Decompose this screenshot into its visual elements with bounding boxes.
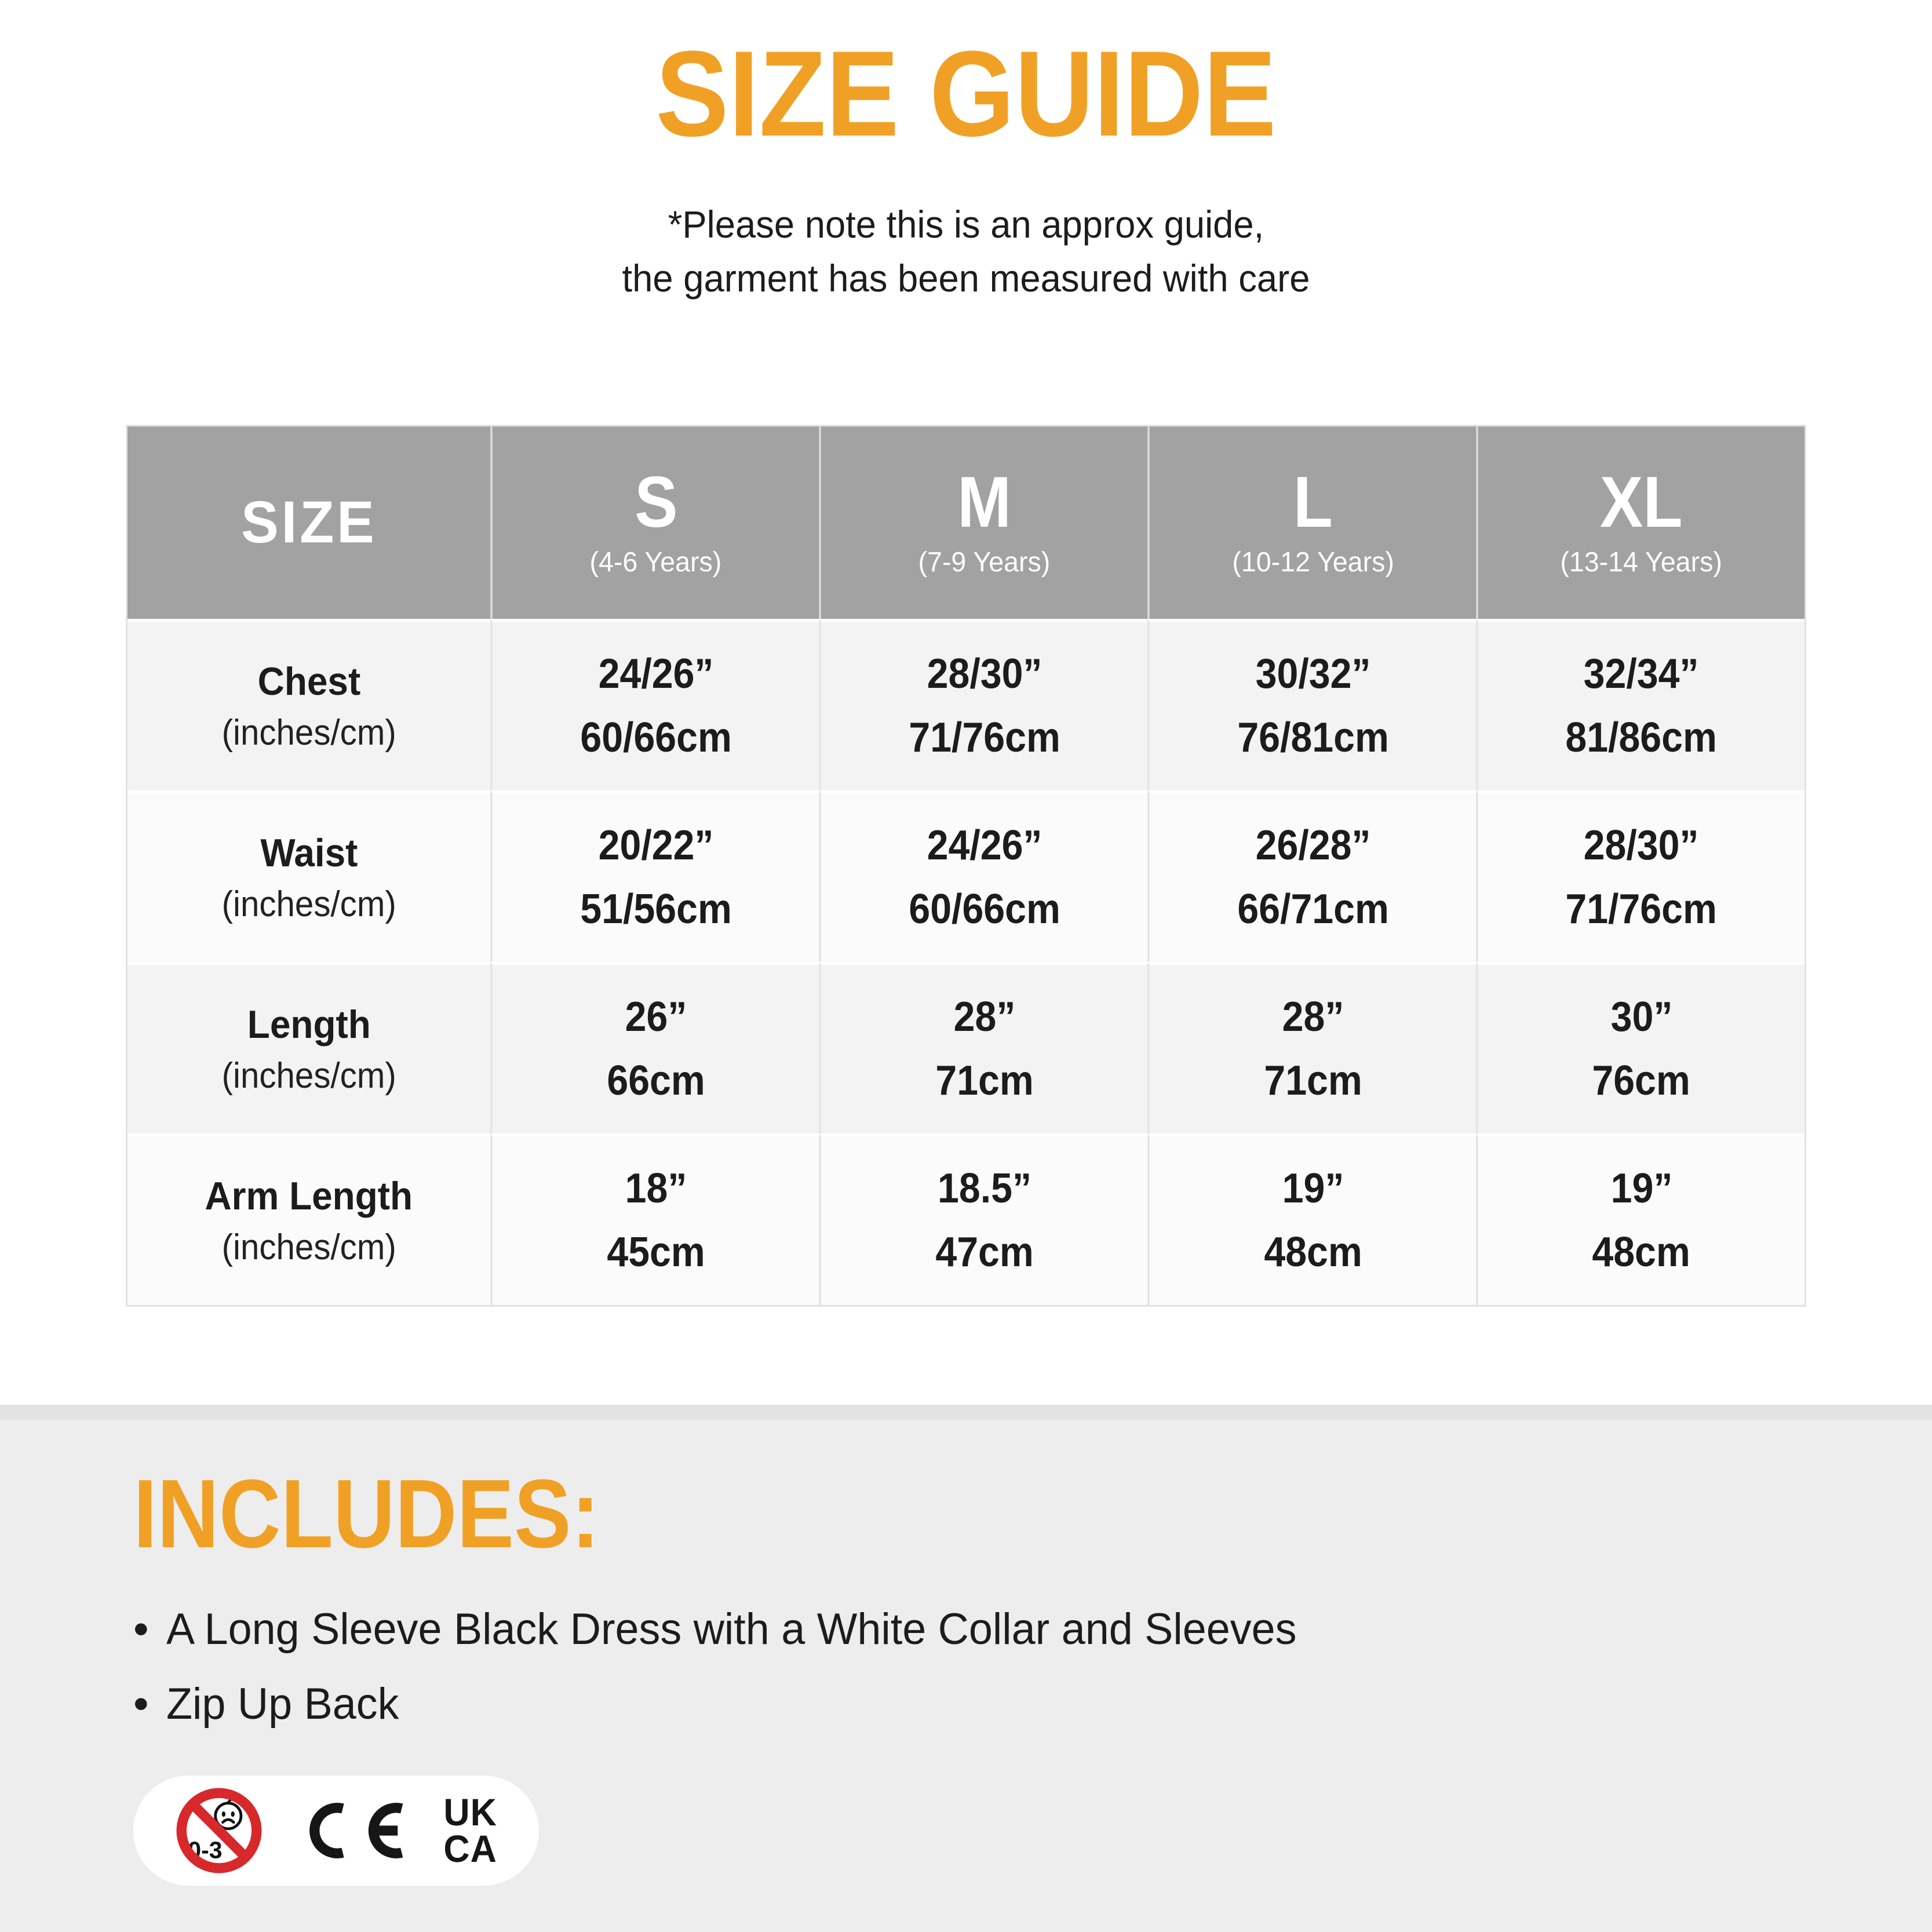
- value-inches: 28”: [953, 994, 1016, 1041]
- row-unit: (inches/cm): [221, 1227, 396, 1267]
- col-header-xl: [1476, 427, 1805, 619]
- value-cm: 76/81cm: [1237, 715, 1389, 761]
- col-letter-m: M: [957, 462, 1012, 543]
- row-name: Chest: [257, 659, 361, 703]
- ukca-mark-icon: [443, 1791, 498, 1870]
- value-inches: 19”: [1282, 1165, 1344, 1212]
- value-cm: 81/86cm: [1565, 715, 1718, 761]
- ukca-line-2: CA: [443, 1827, 498, 1870]
- cell-length-s: [490, 962, 819, 1133]
- page-title: SIZE GUIDE: [655, 25, 1277, 162]
- value-inches: 26”: [625, 994, 687, 1041]
- value-cm: 76cm: [1592, 1058, 1691, 1104]
- ukca-line-1: UK: [443, 1791, 498, 1834]
- size-header-cell: [127, 427, 490, 619]
- col-years-m: (7-9 Years): [918, 547, 1051, 578]
- value-cm: 66cm: [607, 1058, 705, 1104]
- col-years-s: (4-6 Years): [589, 547, 722, 578]
- row-unit: (inches/cm): [221, 712, 396, 753]
- cell-arm-m: [819, 1133, 1147, 1305]
- value-inches: 32/34”: [1584, 651, 1699, 698]
- col-years-l: (10-12 Years): [1231, 547, 1394, 578]
- age-warning-0-3-icon: [173, 1785, 265, 1876]
- cell-waist-l: [1147, 790, 1476, 962]
- cell-waist-m: [819, 790, 1147, 962]
- list-item: [133, 1604, 1932, 1654]
- col-header-l: [1147, 427, 1476, 619]
- value-inches: 18.5”: [937, 1165, 1031, 1212]
- value-cm: 71cm: [1263, 1058, 1362, 1104]
- value-inches: 24/26”: [598, 651, 714, 698]
- col-header-s: [490, 427, 819, 619]
- ce-mark-icon: [289, 1800, 418, 1861]
- includes-list: [133, 1604, 1932, 1729]
- value-cm: 71/76cm: [908, 715, 1060, 761]
- cell-waist-s: [490, 790, 819, 962]
- value-inches: 28/30”: [1584, 822, 1699, 869]
- value-cm: 60/66cm: [908, 886, 1060, 933]
- cell-chest-s: [490, 619, 819, 790]
- col-years-xl: (13-14 Years): [1560, 547, 1723, 578]
- row-unit: (inches/cm): [221, 884, 396, 924]
- row-name: Length: [247, 1002, 371, 1047]
- size-table: [126, 425, 1806, 1307]
- col-letter-xl: XL: [1600, 462, 1683, 543]
- col-letter-l: L: [1293, 462, 1333, 543]
- value-inches: 20/22”: [598, 822, 714, 869]
- cell-chest-m: [819, 619, 1147, 790]
- value-cm: 45cm: [607, 1229, 705, 1276]
- list-item-text: • Zip Up Back: [166, 1679, 399, 1729]
- cell-arm-xl: [1476, 1133, 1805, 1305]
- disclaimer-note-line-2: the garment has been measured with care: [622, 257, 1310, 300]
- value-cm: 48cm: [1263, 1229, 1362, 1276]
- row-unit: (inches/cm): [221, 1055, 396, 1096]
- cell-chest-l: [1147, 619, 1476, 790]
- certification-badges: [133, 1776, 539, 1886]
- col-letter-s: S: [634, 462, 678, 543]
- value-cm: 60/66cm: [580, 715, 732, 761]
- value-cm: 51/56cm: [580, 886, 732, 933]
- value-inches: 30/32”: [1255, 651, 1371, 698]
- value-cm: 66/71cm: [1237, 886, 1389, 933]
- row-name: Waist: [260, 830, 358, 875]
- value-inches: 26/28”: [1255, 822, 1371, 869]
- value-cm: 71cm: [935, 1058, 1034, 1104]
- includes-section: [0, 1405, 1932, 1932]
- row-label-arm-length: [127, 1133, 490, 1305]
- value-inches: 18”: [625, 1165, 687, 1212]
- cell-length-m: [819, 962, 1147, 1133]
- disclaimer-note-line-1: *Please note this is an approx guide,: [668, 202, 1264, 246]
- size-header-label: SIZE: [241, 489, 377, 556]
- includes-heading: INCLUDES:: [133, 1459, 600, 1568]
- value-cm: 48cm: [1592, 1229, 1691, 1276]
- value-cm: 47cm: [935, 1229, 1034, 1276]
- value-inches: 30”: [1610, 994, 1672, 1041]
- cell-chest-xl: [1476, 619, 1805, 790]
- cell-arm-l: [1147, 1133, 1476, 1305]
- row-label-length: [127, 962, 490, 1133]
- col-header-m: [819, 427, 1147, 619]
- value-cm: 71/76cm: [1565, 886, 1718, 933]
- list-item: [133, 1679, 1932, 1729]
- row-label-waist: [127, 790, 490, 962]
- value-inches: 19”: [1610, 1165, 1672, 1212]
- cell-waist-xl: [1476, 790, 1805, 962]
- cell-arm-s: [490, 1133, 819, 1305]
- cell-length-l: [1147, 962, 1476, 1133]
- value-inches: 24/26”: [927, 822, 1042, 869]
- value-inches: 28”: [1282, 994, 1344, 1041]
- cell-length-xl: [1476, 962, 1805, 1133]
- disclaimer-note: [0, 198, 1932, 306]
- list-item-text: • A Long Sleeve Black Dress with a White Collar and Sleeves: [166, 1605, 1297, 1654]
- row-name: Arm Length: [205, 1173, 413, 1218]
- row-label-chest: [127, 619, 490, 790]
- value-inches: 28/30”: [927, 651, 1042, 698]
- age-range-label: 0-3: [188, 1836, 223, 1864]
